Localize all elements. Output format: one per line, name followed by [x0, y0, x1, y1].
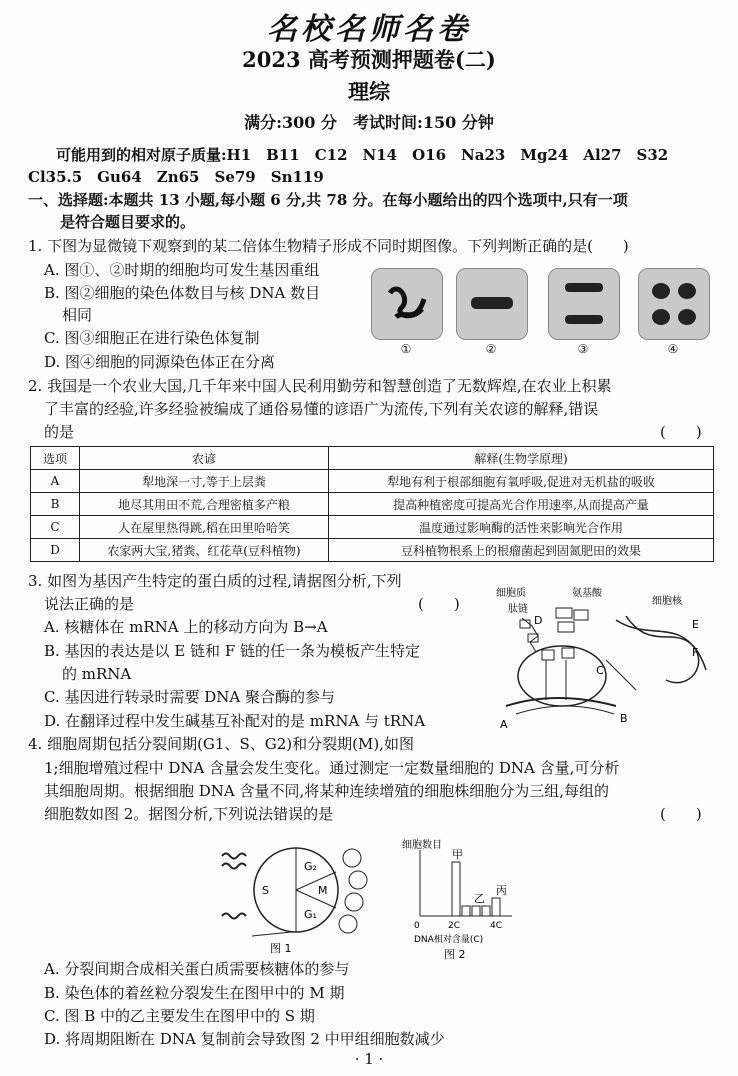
label-g1-phase: G₁	[304, 908, 317, 921]
label-m-phase: M	[318, 884, 328, 897]
tick-2c: 2C	[448, 921, 461, 931]
q4-answer-paren: ( )	[660, 805, 702, 823]
cell-cycle-diagram	[212, 836, 382, 956]
q1-stem: 1. 下图为显微镜下观察到的某二倍体生物精子形成不同时期图像。下列判断正确的是( )	[28, 237, 629, 255]
label-s-phase: S	[262, 884, 269, 897]
section-heading-cont: 是符合题目要求的。	[60, 213, 196, 231]
table-header-row	[31, 447, 714, 470]
table-cell: A	[31, 470, 80, 493]
q3-answer-paren: ( )	[418, 595, 460, 613]
gene-expression-diagram	[486, 580, 716, 730]
exam-title: 2023 高考预测押题卷(二)	[242, 47, 496, 72]
chromosome-plate-icon	[457, 269, 527, 339]
chromosome-cluster-icon	[372, 269, 442, 339]
q4-option-c: C. 图 B 中的乙主要发生在图甲中的 S 期	[44, 1007, 315, 1025]
q2-stem-3: 的是	[44, 423, 75, 441]
tick-0: 0	[414, 921, 420, 931]
fig1-caption: 图 1	[270, 942, 292, 955]
table-cell: 地尽其用田不荒,合理密植多产粮	[80, 493, 329, 516]
table-cell: 犁地有利于根部细胞有氧呼吸,促进对无机盐的吸收	[329, 470, 714, 493]
bar-yi-3	[482, 906, 490, 916]
page-number: · 1 ·	[354, 1050, 384, 1068]
q2-answer-paren: ( )	[660, 423, 702, 441]
table-cell: C	[31, 516, 80, 539]
label-cytoplasm: 细胞质	[496, 588, 526, 599]
q1-option-c: C. 图③细胞正在进行染色体复制	[44, 329, 260, 347]
q1-option-b-cont: 相同	[62, 306, 93, 324]
q3-option-d: D. 在翻译过程中发生碱基互补配对的是 mRNA 与 tRNA	[44, 712, 426, 730]
micrograph-2	[456, 268, 528, 340]
table-row	[31, 493, 714, 516]
label-C: C	[596, 664, 604, 677]
table-header: 选项	[31, 447, 80, 470]
section-heading: 一、选择题:本题共 13 小题,每小题 6 分,共 78 分。在每小题给出的四个选项中,只有一项	[28, 191, 628, 209]
label-peptide: 肽链	[508, 604, 528, 615]
label-B: B	[620, 712, 628, 725]
q3-option-b: B. 基因的表达是以 E 链和 F 链的任一条为模板产生特定	[44, 642, 420, 660]
q3-stem-2: 说法正确的是	[44, 595, 135, 613]
micrograph-label-2: ②	[485, 342, 497, 356]
bar-bing	[492, 898, 500, 916]
table-cell: D	[31, 539, 80, 562]
tick-4c: 4C	[490, 921, 503, 931]
table-cell: 豆科植物根系上的根瘤菌起到固氮肥田的效果	[329, 539, 714, 562]
q1-option-d: D. 图④细胞的同源染色体正在分离	[44, 353, 276, 371]
fig2-caption: 图 2	[444, 948, 466, 961]
group-label-yi: 乙	[474, 892, 485, 905]
table-cell: B	[31, 493, 80, 516]
table-cell: 犁地深一寸,等于上层粪	[80, 470, 329, 493]
table-header: 农谚	[80, 447, 329, 470]
table-cell: 温度通过影响酶的活性来影响光合作用	[329, 516, 714, 539]
q4-option-b: B. 染色体的着丝粒分裂发生在图甲中的 M 期	[44, 984, 345, 1002]
micrograph-label-3: ③	[577, 342, 589, 356]
bar-yi-2	[472, 906, 480, 916]
fig2-ylabel: 细胞数目	[402, 840, 442, 851]
q1-option-a: A. 图①、②时期的细胞均可发生基因重组	[44, 261, 320, 279]
q2-stem-1: 2. 我国是一个农业大国,几千年来中国人民利用勤劳和智慧创造了无数辉煌,在农业上积累	[28, 377, 612, 395]
table-cell: 人在屋里热得跳,稻在田里哈哈笑	[80, 516, 329, 539]
q4-option-a: A. 分裂间期合成相关蛋白质需要核糖体的参与	[44, 960, 350, 978]
micrograph-label-1: ①	[400, 342, 412, 356]
brand-title: 名校名师名卷	[267, 12, 471, 47]
table-header: 解释(生物学原理)	[329, 447, 714, 470]
micrograph-label-4: ④	[667, 342, 679, 356]
atomic-mass-line-1: 可能用到的相对原子质量:H1 B11 C12 N14 O16 Na23 Mg24 Al27 S32	[56, 146, 669, 164]
label-nucleus: 细胞核	[652, 596, 682, 607]
q2-stem-2: 了丰富的经验,许多经验被编成了通俗易懂的谚语广为流传,下列有关农谚的解释,错误	[44, 400, 599, 418]
q3-option-b-cont: 的 mRNA	[62, 665, 132, 683]
micrograph-4	[638, 268, 710, 340]
micrograph-1	[371, 268, 443, 340]
subject-title: 理综	[348, 79, 390, 104]
q3-stem-1: 3. 如图为基因产生特定的蛋白质的过程,请据图分析,下列	[28, 572, 402, 590]
dna-content-chart	[400, 836, 520, 966]
label-E: E	[692, 618, 699, 631]
label-A: A	[500, 718, 508, 730]
label-g2-phase: G₂	[304, 860, 317, 873]
table-cell: 提高种植密度可提高光合作用速率,从而提高产量	[329, 493, 714, 516]
table-row	[31, 539, 714, 562]
table-row	[31, 470, 714, 493]
group-label-jia: 甲	[452, 848, 463, 861]
label-amino-acid: 氨基酸	[572, 588, 602, 599]
group-label-bing: 丙	[496, 884, 507, 897]
chromosome-separation-icon	[549, 269, 619, 339]
fig2-xlabel: DNA相对含量(C)	[414, 935, 484, 945]
label-F: F	[692, 646, 699, 659]
micrograph-3	[548, 268, 620, 340]
q4-stem-2: 1;细胞增殖过程中 DNA 含量会发生变化。通过测定一定数量细胞的 DNA 含量,可分析	[44, 759, 620, 777]
q3-option-c: C. 基因进行转录时需要 DNA 聚合酶的参与	[44, 688, 336, 706]
four-nuclei-icon	[639, 269, 709, 339]
table-row	[31, 516, 714, 539]
q4-option-d: D. 将周期阻断在 DNA 复制前会导致图 2 中甲组细胞数减少	[44, 1030, 445, 1048]
q4-stem-1: 4. 细胞周期包括分裂间期(G1、S、G2)和分裂期(M),如图	[28, 735, 414, 753]
bar-jia	[452, 862, 460, 916]
q3-option-a: A. 核糖体在 mRNA 上的移动方向为 B→A	[44, 618, 328, 636]
q4-stem-4: 细胞数如图 2。据图分析,下列说法错误的是	[44, 805, 334, 823]
proverb-table	[30, 446, 714, 562]
q1-option-b: B. 图②细胞的染色体数目与核 DNA 数目	[44, 284, 321, 302]
table-cell: 农家两大宝,猪粪、红花草(豆科植物)	[80, 539, 329, 562]
atomic-mass-line-2: Cl35.5 Gu64 Zn65 Se79 Sn119	[28, 168, 324, 186]
q4-stem-3: 其细胞周期。根据细胞 DNA 含量不同,将某种连续增殖的细胞株细胞分为三组,每组的	[44, 782, 610, 800]
label-D: D	[534, 614, 543, 627]
score-time: 满分:300 分 考试时间:150 分钟	[244, 113, 494, 132]
bar-yi-1	[462, 906, 470, 916]
